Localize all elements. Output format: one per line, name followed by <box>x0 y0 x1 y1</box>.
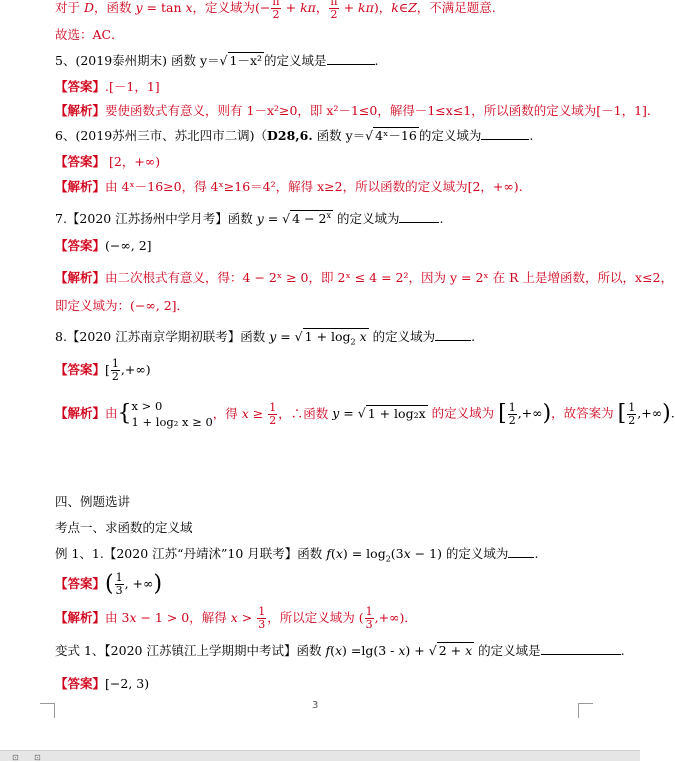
bottom-bar-mark: ⊡ <box>34 753 41 762</box>
answer-example-1: 【答案】( $\frac{1}{3}$ , +∞) <box>55 571 163 597</box>
viewer-bottom-bar <box>0 750 640 761</box>
solution-5: 【解析】要使函数式有意义，则有 1－x²≥0，即 x²－1≤0，解得－1≤x≤1，所以函数的定义域为[－1，1]. <box>55 103 651 118</box>
page-number: 3 <box>312 700 319 711</box>
page-corner-mark-right <box>578 703 593 718</box>
topic-heading: 考点一、求函数的定义域 <box>55 520 193 535</box>
question-8: 8.【2020 江苏南京学期初联考】函数 y = √ $1 + \log_2 x$ 的定义域为 . <box>55 329 476 347</box>
system-line-1: x > 0 <box>131 399 163 413</box>
answer-variant-1: 【答案】[−2, 3) <box>55 676 150 691</box>
answer-label: 【答案】 <box>55 154 106 169</box>
answer-label: 【答案】 <box>55 576 106 591</box>
solution-label: 【解析】 <box>55 610 106 625</box>
solution-example-1: 【解析】由 3x − 1 > 0，解得 x > $\frac{1}{3}$ ，所以定义域为 ( $\frac{1}{3}$ ,+∞)． <box>55 605 417 631</box>
example-1: 例 1、1.【2020 江苏“丹靖沭”10 月联考】函数 $f(x) = \log_2(3x - 1)$ 的定义域为 . <box>55 546 539 564</box>
answer-7: 【答案】(−∞, 2] <box>55 238 152 253</box>
variant-1: 变式 1、【2020 江苏镇江上学期期中考试】函数 f(x) =lg(3 - x) + √ 2 + x 的定义域是 . <box>55 643 625 658</box>
question-5: 5、(2019泰州期末) 函数 y＝√ 1－x² 的定义域是 . <box>55 53 379 68</box>
section-heading: 四、例题选讲 <box>55 494 131 509</box>
page-corner-mark-left <box>40 703 55 718</box>
solution-7-continued: 即定义域为：(−∞, 2]． <box>55 298 190 313</box>
answer-label: 【答案】 <box>55 676 106 691</box>
bottom-bar-mark: ⊡ <box>12 753 19 762</box>
question-6: 6、(2019苏州三市、苏北四市二调)（D28,6. 函数 y＝√ 4ˣ－16 的定义域为 . <box>55 128 534 143</box>
solution-6: 【解析】由 4ˣ－16≥0，得 4ˣ≥16＝4²，解得 x≥2，所以函数的定义域为[2，+∞). <box>55 179 523 194</box>
answer-label: 【答案】 <box>55 362 106 377</box>
solution-8: 【解析】由{ x > 0 1 + log₂ x ≥ 0 ，得 x ≥ $\frac{1}{2}$ ，∴函数 y = √ 1 + log₂x 的定义域为 [ $\frac{1}{2}$ ,+∞)，故答案为 [ $\frac{1}{2}$ ,+∞). <box>55 399 675 429</box>
answer-label: 【答案】 <box>55 238 106 253</box>
system-line-2: 1 + log₂ x ≥ 0 <box>131 415 213 429</box>
answer-label: 【答案】 <box>55 79 106 94</box>
answer-6: 【答案】 [2，+∞) <box>55 154 161 169</box>
question-7: 7.【2020 江苏扬州中学月考】函数 y = √ $4 - 2^x$ 的定义域为 . <box>55 211 444 227</box>
answer-5: 【答案】.[－1，1] <box>55 79 160 94</box>
solution-label: 【解析】 <box>55 405 106 421</box>
solution-label: 【解析】 <box>55 270 106 285</box>
solution-7: 【解析】由二次根式有意义，得：4 − 2ˣ ≥ 0，即 2ˣ ≤ 4 = 2²，因为 y = 2ˣ 在 R 上是增函数，所以，x≤2， <box>55 270 674 285</box>
text-line-tan-domain: 对于 D，函数 y = tan x，定义域为(− $\frac{\pi}{2}$ + kπ， $\frac{\pi}{2}$ + kπ)，k∈Z，不满足题意. <box>55 0 496 21</box>
conclusion-line: 故选：AC． <box>55 27 124 42</box>
solution-label: 【解析】 <box>55 103 106 118</box>
solution-label: 【解析】 <box>55 179 106 194</box>
answer-8: 【答案】[ $\frac{1}{2}$ ,+∞) <box>55 357 151 383</box>
